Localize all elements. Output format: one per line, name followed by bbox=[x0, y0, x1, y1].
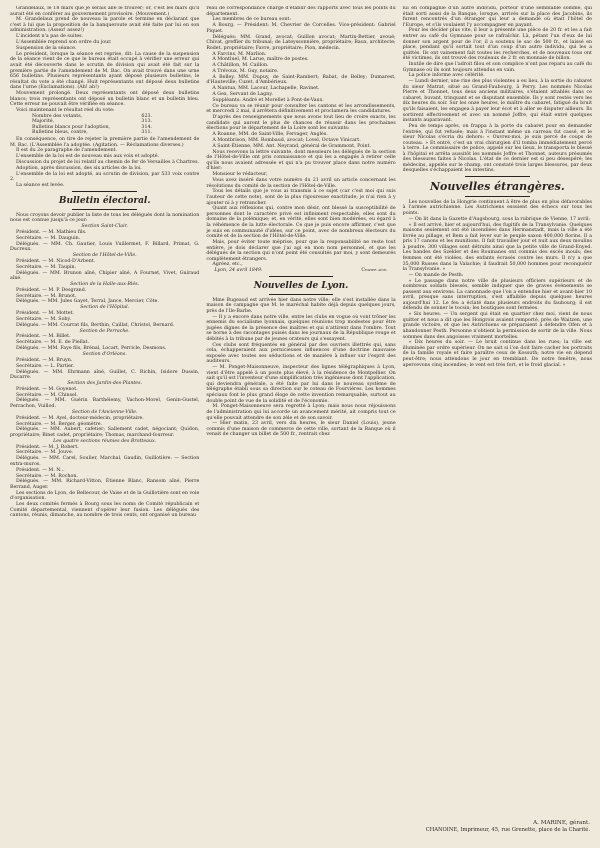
paragraph: Grandelaux, le 18 mars que je serais allé le trouver; or, c'est les mars qu'il aurait été en conférer au gouvernement provisoire. (Mouvement.) bbox=[10, 6, 200, 17]
subsection-title: Les quatre sections réunies des Brotteaux. bbox=[53, 438, 157, 444]
section-rule bbox=[269, 294, 333, 295]
subsection-title: Section de l'Hôtel-de-Ville. bbox=[72, 252, 137, 258]
footer bbox=[410, 820, 590, 834]
subsection-title: Section de l'Hôpital. bbox=[80, 305, 130, 311]
paragraph: A Châtillon, M. Caillon. bbox=[212, 63, 269, 69]
paragraph: Président. — M. Billet. bbox=[16, 334, 71, 340]
paragraph: Délégués. — MM. Brunon aîné, Chipier aîné, A Fournet, Vivet, Guiraud aîné. bbox=[10, 270, 200, 282]
paragraph: M. Grandelaux prend de nouveau la parole et termine en déclarant que c'est à lui que la proposition de la banqueroute avait été faite par lui en son administration. (Assez! assez!) bbox=[10, 17, 200, 34]
paragraph: Mouvement prolongé. Deux représentants ont déposé deux bulletins blancs; trois représentants ont déposé un bulletin blanc et un bulletin bleu. Cette erreur ne pouvait être vérifiée en séance. bbox=[10, 90, 200, 108]
paragraph: Discussion du projet de loi relatif au chemin de fer de Versailles à Chartres. bbox=[16, 160, 200, 166]
paragraph: Voici maintenant le résultat réel du vote: bbox=[16, 107, 115, 113]
paragraph: Suspension de la séance. bbox=[16, 46, 77, 52]
column-3 bbox=[403, 6, 592, 826]
paragraph: Nous recevons la lettre suivante, dont messieurs les délégués de la section de l'Hôtel-de-Ville ont pris connaissance et qui les a engagés à retirer celle qu'ils nous avaient adressée et qui n'a pu trouver place dans notre numéro d'hier: bbox=[206, 149, 396, 172]
paragraph: A Roanne, MM. de Saint-Ville, Ferrager, Anglès. bbox=[212, 132, 328, 138]
paragraph: « Six heures. — Un sergent qui était en quartier chez moi, vient de nous quitter et nous a dit que les Hongrois avaient remporté, près de Waitzen, une grande victoire, et que les Autrichiens se préparaient à défendre Ofen et à abandonner Pesth. Personne n'obtient la permission de sortir de la ville. Nous sommes dans des angoisses vraiment mortelles. bbox=[402, 312, 592, 340]
tally-label: Majorité, bbox=[32, 119, 55, 125]
paragraph: Secrétaire. — M. Soby. bbox=[16, 316, 72, 322]
paragraph: Président. — M. Mathieu fils. bbox=[16, 229, 87, 235]
section-heading: Nouvelles de Lyon. bbox=[253, 280, 349, 291]
paragraph: A Gex, Servant de Lagny. bbox=[212, 92, 273, 98]
paragraph: Délégués. — MM. Faye fils, Brénal, Locart, Perricle, Desmons. bbox=[16, 346, 167, 352]
columns bbox=[10, 6, 592, 826]
paragraph: Pour les décider plus vite, il leur a présenté une pièce de 20 fr. et les a fait entrer au café du Gymnase pour se rafraîchir. Là, pétant l'un d'eux de lui donner son argent pour de l'or, il a soutenu le sac de 500 fr., et laissé en place, pendant qu'il sortait tout d'un coup d'un autre individu, qui les a quittés. Ils ont vainement fait toutes les recherches, et de nouveaux tous ont été victimes, ils ont trouvé des rouleaux de 2 fr. en monnaie de billon. bbox=[402, 28, 592, 62]
paragraph: « Dix heures du soir. — Le bruit continue dans les rues; la ville est illuminée par ordre supérieur. On ne sait si l'on doit faire cacher les portraits de la famille royale et faire paraître ceux de Kossuth; notre vie en dépend peut-être; nous attendons le jour en tremblant. De notre fenêtre, nous apercevons cinq incendies; le vent est très fort, et le froid glacial. » bbox=[402, 340, 592, 368]
section-heading: Bulletin électoral. bbox=[58, 195, 151, 206]
paragraph: Nous croyons devoir publier la liste de tous les délégués dont la nomination nous est connue jusqu'à ce jour: bbox=[10, 212, 200, 224]
section-rule bbox=[72, 209, 136, 210]
paragraph: Président. — M. Bruyn. bbox=[16, 357, 73, 363]
column-2 bbox=[206, 6, 395, 826]
paragraph: Ces clubs sont fréquentés en général par des ouvriers illettrés qui, sans cela, échapperaient aux pernicieuses influences d'une doctrine mauvaise exposée avec toutes ses séductions et de manière à influer sur l'esprit des auditeurs. bbox=[206, 342, 396, 365]
paragraph: L'ensemble de la loi est de nouveau mis aux voix et adopté. bbox=[16, 154, 160, 160]
paragraph: Délégués. — MM. Jules Gayet, Terral, Jance, Mercier, Côte. bbox=[16, 299, 159, 305]
paragraph: Secrétaire. — M. E. de Piellat. bbox=[16, 340, 89, 346]
paragraph: Adoption, après discussion, des six articles de la loi. bbox=[16, 165, 142, 171]
paragraph: Peu de temps après, on frappa à la porte du cabaret pour en demander l'entrée, qui fut refusée; mais à l'instant même un carreau fut cassé, et le sieur Nicolas s'écria du dehors: « Ouvrez-moi, je suis percé de coups de couteau. » Et entré, c'est un vrai chirurgien d'il tomba immédiatement percé à terre. Le commissaire de police, appelé sur les lieux, le transporta le blessé à l'hôpital et arrêta aussitôt les nommés Joffre et Thonnet, auteurs présumés des blessures faites à Nicolas. L'état de ce dernier est si peu désespéré; les médecins, appelés sur le champ, ont constaté trois larges blessures, par deux desquelles s'échappaient les intestins. bbox=[402, 123, 592, 174]
paragraph: A Farcins, M. Marlion. bbox=[212, 51, 267, 57]
vote-tally bbox=[32, 114, 199, 136]
paragraph: A Saint-Étienne, MM. Ant. Neyrand, général de Grammont, Point. bbox=[212, 143, 371, 149]
paragraph: A Montluel, M. Larue, maître de postes. bbox=[212, 57, 309, 63]
paragraph: Délégués. — MM. Ehrmann aîné, Guillet, C. Richin, Isidore Dussin, Ducarre. bbox=[10, 369, 200, 381]
paragraph: Vous avez inséré dans votre numéro du 21 avril un article concernant les résolutions du comité de la section de l'Hôtel-de-Ville. bbox=[206, 178, 396, 189]
section-heading: Nouvelles étrangères. bbox=[429, 179, 565, 193]
paragraph: Secrétaire. — L. Partier. bbox=[16, 363, 75, 369]
paragraph: « Le passage dans notre ville de plusieurs officiers supérieurs et de nombreux soldats blessés, semble indiquer que de graves événements se passent aux environs. La canonnade que l'on a entendue hier et avant-hier 10 avril, presque sans interruption, s'est affaiblie depuis quelques heures aujourd'hui 12. Le feu a éclaté dans plusieurs endroits du faubourg; il est défendu de sonner le tocsin; les boutiques sont fermées. bbox=[402, 278, 592, 312]
paragraph: Secrétaire. — M. Dauguin. bbox=[16, 235, 81, 241]
paragraph: Quant aux réflexions qui, contre mon désir, ont blessé la susceptibilité de personnes dont le caractère privé est infiniment respectable, elles sont du domaine de la polémique; et, en vérité, elles sont bien modérées, eu égard à la véhémence de la lutte électorale. Ce que je puis encore affirmer, c'est que je suis en communauté d'idées, sur ce point, avec de nombreux électeurs du comité et de la section de l'Hôtel-de-Ville. bbox=[206, 206, 396, 240]
paragraph: Secrétaire. — M. Brunot. bbox=[16, 293, 77, 299]
subsection-title: Section de Perrache. bbox=[79, 328, 130, 334]
paragraph: Délégués. — MM. Ch. Gautier, Louis Vuillermet, F. Billard, Primat, G. Ducreux. bbox=[10, 241, 200, 253]
dateline-place: Lyon, 24 avril 1849. bbox=[214, 268, 263, 274]
paragraph: A Montbrison, MM. Rombaud, avocat; Lovel, Octave Vinicart. bbox=[212, 138, 361, 144]
column-1 bbox=[10, 6, 199, 826]
paragraph: — Lundi dernier, une rixe des plus violentes a eu lieu, à la sortie du cabaret du sieur Matrat, situé au Grand-Faubourg, à Perry. Les nommés Nicolas Pierre et Thonnet, tous deux anciens militaires, s'étaient attablés dans ce cabaret, buvant, trinquant et se disputant ensemble. Ils y sont restés vers les dix heures du soir. Sur les onze heures, le maître du cabaret, fatigué du bruit qu'ils faisaient, les engagea à payer leur écot et à aller se disputer ailleurs. Ils sortirent effectivement et avec un nommé Joffre, qui était entré quelques instants auparavant. bbox=[402, 79, 592, 124]
paragraph: Président. — M. N... bbox=[16, 467, 65, 473]
subsection-title: Section d'Orléans. bbox=[82, 352, 127, 358]
paragraph: Les deux comités fermés à Bourg sous les noms de Comité républicain et Comité départemental, viennent d'opérer leur fusion. Les délégués des cantons, réunis, dimanche, au nombre de trois cents, ont organisé un bureau bbox=[10, 502, 200, 519]
paragraph: La séance est levée. bbox=[16, 183, 65, 189]
tally-value: 314. bbox=[141, 124, 152, 130]
paragraph: Tous les détails que je vous ai transmis à ce sujet (car c'est moi qui suis l'auteur de cette note), sont de la plus rigoureuse exactitude; je n'ai rien à y ajouter ni à y retrancher. bbox=[206, 189, 396, 206]
paragraph: Secrétaire. — M. Jouve. bbox=[16, 450, 74, 456]
paragraph: Les nouvelles de la Hongrie continuent à être de plus en plus défavorables à l'armée autrichienne. Les Autrichiens essuient des échecs sur tous les points. bbox=[402, 199, 592, 216]
paragraph: Secrétaire. — M. Chinsel. bbox=[16, 392, 78, 398]
paragraph: lui en compagnie d'un autre individu, porteur d'une semblable somme, qui était sorti aussi de la Banque, lorsque, arrivés sur la place des Jacobins, ils furent rencontrés d'un étranger qui leur a demandé où était l'hôtel de l'Europe, et s'ils voulaient l'y accompagner en payant. bbox=[402, 6, 592, 28]
subsection-title: Section Saint-Clair. bbox=[81, 224, 128, 230]
paragraph: — M. Ponget-Maisonneuve, inspecteur des lignes télégraphiques à Lyon, vient d'être appelé à un poste plus élevé, à la résidence de Montpellier. On sait qu'il est l'inventeur d'une simplification très ingénieuse dont l'application, qui deviendra générale, a été faite par lui dans le nouveau système de télégraphe établi sous sa direction sur le coteau de Fourvières. Les hommes spéciaux font le plus grand éloge de cette invention remarquable, surtout au double point de vue de la solidité et de l'économie. bbox=[206, 365, 396, 404]
manager-signature: A. MARINE, gérant. bbox=[533, 820, 590, 826]
paragraph: — Hier matin, 23 avril, vers dix heures, le sieur Daniel (Louis), jeune commis d'une maison de commerce de cette ville, sortant de la Banque où il venait de changer un billet de 500 fr., rentrait chez bbox=[206, 421, 396, 438]
paragraph: Président. — M. Nicod-D'Arbent. bbox=[16, 258, 96, 264]
tally-label: Bulletins bleus, contre, bbox=[32, 130, 88, 136]
paragraph: — Il y a encore dans notre ville, entre les clubs en vogue où vont trôner les ennemis du socialisme lyonnais, quelques réunions trop modestes pour être jugées dignes de la présence des maîtres et qui n'attirent dans l'ombre. Tout se borne à des racontages puisés dans les journaux de la République rouge et débités à la tribune par de jeunes orateurs qui s'essayent. bbox=[206, 314, 396, 342]
paragraph: Inutile de dire que l'adroit filou et son complice n'ont pas reparu au café du Gymnase où ils sont toujours attendus en vain. bbox=[402, 62, 592, 73]
paragraph: Mais, pour éviter toute méprise, pour que la responsabilité ne reste tout entière, je dois déclarer que j'ai agi en mon nom personnel, et que les délégués de la section qui n'ont point été consultés par moi, y sont demeurés complètement étrangers. bbox=[206, 239, 396, 262]
paragraph: A Bourg. — Président: M. Chevrier de Corcelles. Vice-président: Gabriel Piquet. bbox=[206, 23, 396, 34]
subsection-title: Section des Jardin-des-Plantes. bbox=[67, 380, 143, 386]
paragraph: reau de correspondance chargé d'établir des rapports avec tous les points du département. bbox=[206, 6, 396, 17]
paragraph: Président. — M. J. Robert. bbox=[16, 444, 79, 450]
section-rule bbox=[465, 196, 529, 197]
tally-label: Bulletins blancs pour l'adoption, bbox=[32, 124, 111, 130]
tally-value: 313. bbox=[141, 119, 152, 125]
paragraph: Délégués. — MM. Guérin Barthélemy, Vachon-Morel, Genin-Gustel, Perrachon, Vuillod. bbox=[10, 398, 200, 410]
paragraph: Président. — M. P. Desgrand. bbox=[16, 287, 87, 293]
paragraph: D'après des renseignements que nous avons tout lieu de croire exacts, les candidats qui auront le plus de chances de réussir dans les prochaines élections pour le département de la Loire sont les suivants: bbox=[206, 115, 396, 132]
paragraph: Ce bureau va se réunir pour consulter les cantons et les arrondissements, et mercredi 2 mai, il arrêtera définitivement et proclamera les candidatures. bbox=[206, 103, 396, 115]
tally-value: 311. bbox=[141, 130, 152, 136]
paragraph: Délégués: MM. Grand, avocat; Guillon avocat; Martin-Bettier, avoué; Chivat, greffier du tribunal; de Lateyssonnière, propriétaire; Baux, architecte; Rodet, propriétaire; Favre, propriétaire; Pion, médecin. bbox=[206, 34, 396, 51]
paragraph: Président. — M. Goyenot. bbox=[16, 386, 78, 392]
tally-value: 623. bbox=[141, 113, 152, 119]
paragraph: Monsieur le rédacteur, bbox=[212, 172, 268, 178]
paragraph: Secrétaire. — M. Rochon. bbox=[16, 473, 78, 479]
paragraph: L'incident n'a pas de suites. bbox=[16, 34, 84, 40]
section-rule bbox=[465, 176, 529, 177]
paragraph: M. Ponget-Maisonneuve sera regretté à Lyon; mais nous nous réjouissons de l'administration qui lui accorde un avancement mérité, ait compris tout ce qu'elle pouvait attendre de son zèle et de son savoir. bbox=[206, 404, 396, 421]
paragraph: Il est du 2e paragraphe de l'amendement. bbox=[16, 148, 118, 154]
paragraph: Le président, lorsque la séance est reprise, dit: La cause de la suspension de la séance vient de ce que le bureau était occupé à vérifier une erreur qui avait été découverte dans le scrutin de division qui avait été fait sur la première partie de l'amendement de M. Bac. On avait trouvé dans une urne 656 bulletins. Plusieurs représentants ayant déposé plusieurs bulletins, le résultat du vote a été changé. Huit représentants ont déposé deux bulletins dans l'urne (Exclamations). (Ah! ah!) bbox=[10, 51, 200, 91]
paragraph: Agréez, etc., bbox=[212, 262, 243, 268]
paragraph: Délégués. — MM. Aubert, cafetier; Sallement cadet, négociant; Quidon, propriétaire; Binet cadet, propriétaire; Thomas, marchand-fourreur. bbox=[10, 427, 200, 438]
paragraph: A Nantua, MM. Lacour, Lachapelle, Ravinet. bbox=[212, 86, 320, 92]
paragraph: A Belley, MM. Dupuy, de Saint-Rambert; Babat, de Belley; Dumarest, d'Hauteville; Cuzet, d'Ambérieux. bbox=[206, 74, 396, 86]
paragraph: — On lit dans la Gazette d'Augsbourg, sous la rubrique de Vienne, 17 avril: bbox=[408, 216, 590, 222]
tally-row bbox=[32, 130, 152, 136]
paragraph: Secrétaire. — M. Taupin. bbox=[16, 264, 77, 270]
paragraph: Secrétaire. — M. Berger, géomètre. bbox=[16, 421, 103, 427]
section-rule bbox=[269, 276, 333, 277]
paragraph: La police informe avec célérité. bbox=[408, 73, 485, 79]
paragraph: Président. — M. Ayel, docteur-médecin, propriétaire. bbox=[16, 415, 144, 421]
paragraph: Président. — M. Mottet. bbox=[16, 311, 74, 317]
paragraph: « Il est arrivé, hier et aujourd'hui, des fugitifs de la Transylvanie. Quelques maisons seulement ont été incendiées dans Hermanstadt, mais la ville a été livrée au pillage, et Bem a fait lever sur le peuple saxon 400,000 florins. Il a pris 17 canons et les munitions. Il fait travailler jour et nuit aux deux moulins à poudre. 300 villages sont détruits ainsi que la petite ville de Grand-Enyed. Les bandes des Szekler et des Roumanes ont commis des excès inouïs; des femmes ont été violées, des enfants écrasés contre les murs. Il n'y a que 35,000 Russes dans la Valachie; il faudrait 50,000 hommes pour reconquérir la Transylvanie. » bbox=[402, 222, 592, 273]
paragraph: Délégués. — MM. Richard-Vitton, Étienne Blanc, Ransom aîné, Pierre Berrand, Auger. bbox=[10, 479, 200, 490]
paragraph: Délégués. — MM. Courrat fils, Berthin, Caillat, Christol, Bernard. bbox=[16, 322, 175, 328]
paragraph: A Trévoux, M. Guy, notaire. bbox=[212, 69, 279, 75]
tally-label: Nombre des votants, bbox=[32, 113, 83, 119]
subsection-title: Section de l'Ancienne-Ville. bbox=[71, 409, 138, 415]
paragraph: En conséquence, on tire de rejeter la première partie de l'amendement de M. Bac. (L'Assemblée l'a adoptée. (Agitation. — Réclamations diverses.) bbox=[10, 136, 200, 148]
paragraph: Mme Bugeaud est arrivée hier dans notre ville; elle s'est installée dans la maison de campagne que M. le maréchal habite déjà depuis quelques jours, près de l'Ile-Barbe. bbox=[206, 297, 396, 314]
paragraph: Délégués. — MM. Carel, Soulier, Marchal, Gaudin, Guillotière. — Section extra-muros. bbox=[10, 456, 200, 467]
subsection-title: Section de la Halle-aux-Blés. bbox=[70, 281, 140, 287]
paragraph: Suppléants: André et Morellet à Pont-de-Vaux. bbox=[212, 98, 324, 104]
paragraph: L'Assemblée reprend son ordre du jour. bbox=[16, 40, 112, 46]
letter-dateline bbox=[206, 268, 395, 274]
paragraph: L'ensemble de la loi est adopté, au scrutin de division, par 533 voix contre 2. bbox=[10, 171, 200, 183]
dateline-signature: Chipier aîné. bbox=[361, 268, 388, 274]
paragraph: Les sections de Lyon, de Bellecour, de Vaise et de la Guillotière sont en voie d'organisation. bbox=[10, 490, 200, 502]
paragraph: — On mande de Pesth: bbox=[408, 272, 464, 278]
printer-imprint: CHANOINE, Imprimeur, 45, rue Grenette, place de la Charité. bbox=[425, 827, 590, 833]
section-rule bbox=[72, 191, 136, 192]
paragraph: Les membres de ce bureau sont: bbox=[212, 17, 291, 23]
